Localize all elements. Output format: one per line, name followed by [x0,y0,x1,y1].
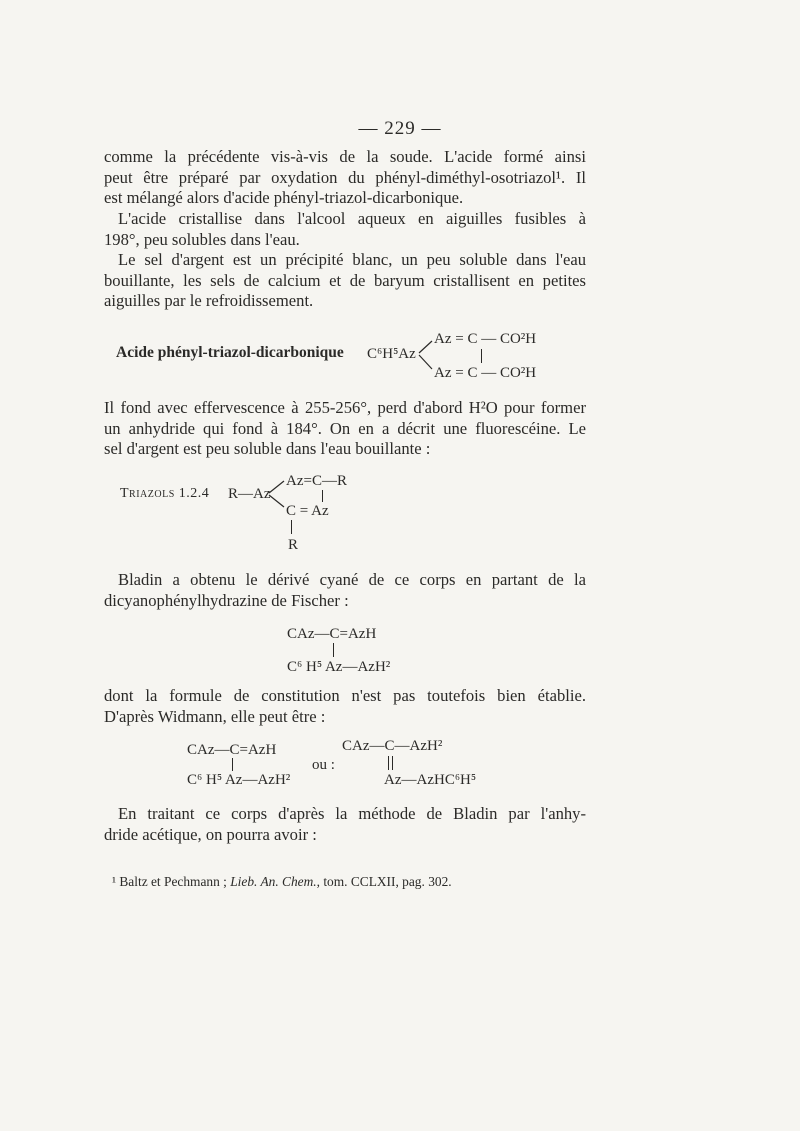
formula-left-bottom-row: C⁶ H⁵ Az—AzH² [187,772,291,788]
formula-right-bottom-row: Az—AzHC⁶H⁵ [384,772,477,788]
formula-or: ou : [312,757,335,773]
formula-bottom-row: Az = C — CO²H [434,365,537,381]
compound-name: Acide phényl-triazol-dicarbonique [116,344,344,361]
text-line: L'acide cristallise dans l'alcool aqueux en aiguilles fusibles à [118,209,586,228]
text-line: 198°, peu solubles dans l'eau. [104,229,300,249]
formula-top-row: Az = C — CO²H [434,331,537,347]
text-line: peut être préparé par oxydation du phényl-diméthyl-osotriazol¹. Il [104,167,586,187]
text-line: Le sel d'argent est un précipité blanc, un peu soluble dans l'eau [118,250,586,269]
formula-label: Triazols 1.2.4 [120,486,210,501]
formula-left-top-row: CAz—C=AzH [187,742,277,758]
formula-right-top-row: CAz—C—AzH² [342,738,443,754]
footnote-reference: , tom. CCLXII, pag. 302. [316,874,452,889]
formula-prefix: R—Az [228,486,271,502]
text-line: Bladin a obtenu le dérivé cyané de ce corps en partant de la [118,570,586,589]
text-line: sel d'argent est peu soluble dans l'eau bouillante : [104,439,431,459]
formula-top-row: CAz—C=AzH [287,626,377,642]
text-line: aiguilles par le refroidissement. [104,291,314,311]
text-line: D'après Widmann, elle peut être : [104,706,326,726]
footnote-marker: ¹ [112,874,117,889]
text-line: dride acétique, on pourra avoir : [104,824,317,844]
text-line: est mélangé alors d'acide phényl-triazol-dicarbonique. [104,188,464,208]
text-line: dont la formule de constitution n'est pas toutefois bien établie. [104,686,586,705]
footnote-authors: Baltz et Pechmann ; [119,874,227,889]
formula-top-row: Az=C—R [286,473,347,489]
text-line: bouillante, les sels de calcium et de baryum cristallisent en petites [104,270,586,290]
text-line: En traitant ce corps d'après la méthode de Bladin par l'anhy- [118,804,586,823]
text-line: un anhydride qui fond à 184°. On en a décrit une fluorescéine. Le [104,418,586,438]
bond-diagonal [419,355,432,369]
formula-middle-row: C = Az [286,503,329,519]
bond-diagonal [269,481,284,493]
bond-diagonal [269,495,284,507]
text-line: comme la précédente vis-à-vis de la soude. L'acide formé ainsi [104,147,586,166]
text-line: dicyanophénylhydrazine de Fischer : [104,590,349,610]
page-number: — 229 — [358,118,442,139]
formula-bottom-row: C⁶ H⁵ Az—AzH² [287,659,391,675]
text-line: Il fond avec effervescence à 255-256°, perd d'abord H²O pour former [104,398,586,417]
footnote-journal: Lieb. An. Chem. [230,874,317,889]
bond-diagonal [419,341,432,353]
formula-prefix: C⁶H⁵Az [367,346,416,362]
formula-bottom-row: R [288,537,299,553]
